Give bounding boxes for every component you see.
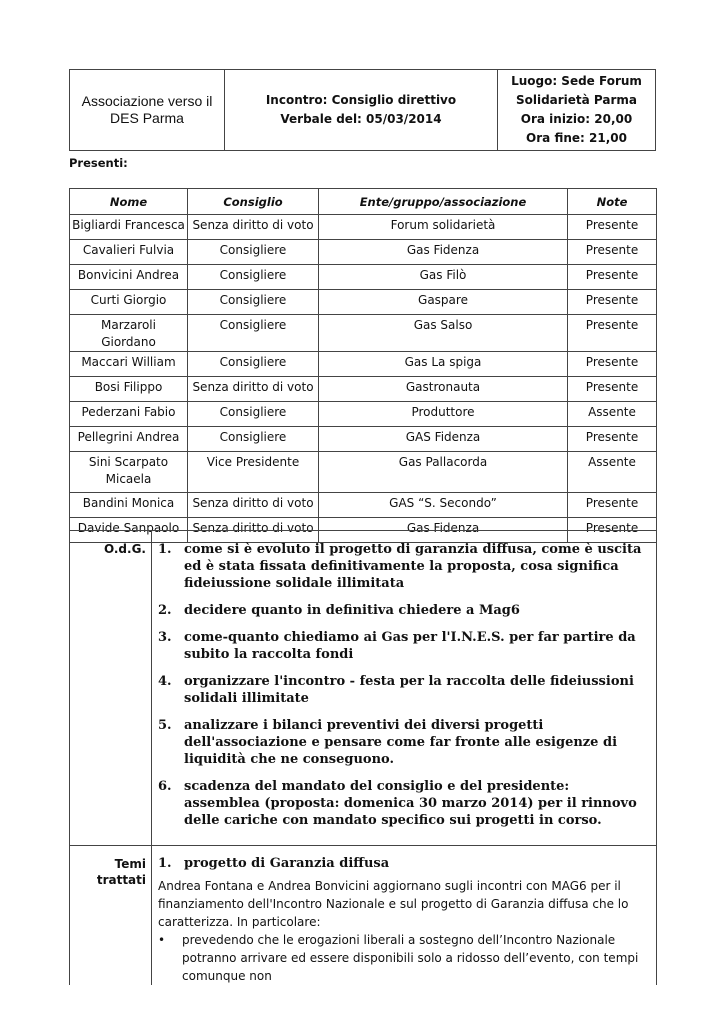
member-name: Bandini Monica — [70, 493, 188, 518]
member-name: Pederzani Fabio — [70, 402, 188, 427]
topics-label — [70, 846, 152, 986]
table-row — [70, 265, 657, 290]
member-group: Produttore — [319, 402, 568, 427]
member-group: Gas Filò — [319, 265, 568, 290]
list-item — [158, 673, 646, 707]
member-role: Senza diritto di voto — [188, 377, 319, 402]
place-time-cell — [498, 70, 656, 151]
member-note: Presente — [568, 215, 657, 240]
member-note: Presente — [568, 290, 657, 315]
place-line-2: Solidarietà Parma — [515, 93, 638, 107]
member-name: Bonvicini Andrea — [70, 265, 188, 290]
place-line-1: Luogo: Sede Forum — [511, 74, 642, 88]
topics-row — [70, 846, 657, 986]
member-group: Gas La spiga — [319, 352, 568, 377]
item-number: 5. — [158, 718, 172, 733]
member-name: Marzaroli Giordano — [70, 315, 188, 352]
table-row — [70, 402, 657, 427]
topic-title — [158, 856, 646, 871]
member-note: Assente — [568, 452, 657, 493]
attendance-table — [69, 188, 657, 543]
member-role: Consigliere — [188, 352, 319, 377]
item-text: scadenza del mandato del consiglio e del presidente: assemblea (proposta: domenica 30 marzo 2014) per il rinnovo delle cariche con mandato specifico sui progetti in corso. — [184, 779, 637, 828]
member-note: Assente — [568, 402, 657, 427]
member-name: Bigliardi Francesca — [70, 215, 188, 240]
member-role: Consigliere — [188, 427, 319, 452]
member-group: Gas Fidenza — [319, 518, 568, 543]
table-row — [70, 452, 657, 493]
member-role: Senza diritto di voto — [188, 215, 319, 240]
table-row — [70, 215, 657, 240]
member-role: Consigliere — [188, 402, 319, 427]
topics-content — [152, 846, 657, 986]
start-time: Ora inizio: 20,00 — [520, 112, 633, 126]
agenda-label — [70, 531, 152, 846]
list-item — [158, 602, 646, 619]
end-time: Ora fine: 21,00 — [526, 131, 627, 145]
item-text: organizzare l'incontro - festa per la raccolta delle fideiussioni solidali illimitate — [184, 674, 634, 706]
member-group: Gas Salso — [319, 315, 568, 352]
member-group: Gaspare — [319, 290, 568, 315]
column-header: Nome — [70, 189, 188, 215]
topic-number: 1. — [158, 856, 172, 871]
member-role: Vice Presidente — [188, 452, 319, 493]
member-name: Curti Giorgio — [70, 290, 188, 315]
agenda-label-text: O.d.G. — [103, 542, 146, 556]
agenda-table — [69, 530, 657, 985]
minutes-date: Verbale del: 05/03/2014 — [280, 112, 442, 126]
item-text: come-quanto chiediamo ai Gas per l'I.N.E.S. per far partire da subito la raccolta fondi — [184, 630, 636, 662]
table-row — [70, 240, 657, 265]
topic-paragraph: Andrea Fontana e Andrea Bonvicini aggiornano sugli incontri con MAG6 per il finanziamento dell'Incontro Nazionale e sul progetto di Garanzia diffusa che lo caratterizza. In particolare: — [158, 879, 629, 929]
bullet-item — [158, 931, 646, 985]
table-row — [70, 315, 657, 352]
member-name: Bosi Filippo — [70, 377, 188, 402]
member-group: Gastronauta — [319, 377, 568, 402]
member-note: Presente — [568, 265, 657, 290]
member-group: Gas Fidenza — [319, 240, 568, 265]
meeting-line: Incontro: Consiglio direttivo — [265, 93, 457, 107]
member-role: Consigliere — [188, 290, 319, 315]
member-name: Maccari William — [70, 352, 188, 377]
member-name: Pellegrini Andrea — [70, 427, 188, 452]
item-text: analizzare i bilanci preventivi dei diversi progetti dell'associazione e pensare come far fronte alle esigenze di liquidità che ne conseguono. — [184, 718, 618, 767]
meeting-cell — [225, 70, 498, 151]
member-name: Davide Sanpaolo — [70, 518, 188, 543]
topic-title-text: progetto di Garanzia diffusa — [184, 856, 390, 871]
list-item — [158, 629, 646, 663]
column-header: Ente/gruppo/associazione — [319, 189, 568, 215]
member-role: Senza diritto di voto — [188, 518, 319, 543]
bullet-text: prevedendo che le erogazioni liberali a sostegno dell’Incontro Nazionale potranno arrivare ed essere disponibili solo a ridosso dell’evento, con tempi comunque non — [182, 933, 639, 983]
member-note: Presente — [568, 427, 657, 452]
topics-label-line-1: Temi — [114, 857, 146, 871]
member-group: GAS Fidenza — [319, 427, 568, 452]
bullet-icon: • — [158, 933, 166, 947]
attendance-header-row — [70, 189, 657, 215]
member-name: Cavalieri Fulvia — [70, 240, 188, 265]
organization-cell — [70, 70, 225, 151]
member-group: Forum solidarietà — [319, 215, 568, 240]
member-role: Consigliere — [188, 315, 319, 352]
agenda-list — [158, 541, 646, 829]
item-number: 4. — [158, 674, 172, 689]
column-header: Consiglio — [188, 189, 319, 215]
member-role: Consigliere — [188, 240, 319, 265]
table-row — [70, 493, 657, 518]
table-row — [70, 290, 657, 315]
item-text: decidere quanto in definitiva chiedere a Mag6 — [184, 603, 520, 618]
list-item — [158, 541, 646, 592]
list-item — [158, 778, 646, 829]
item-number: 2. — [158, 603, 172, 618]
item-text: come si è evoluto il progetto di garanzia diffusa, come è uscita ed è stata fissata definitivamente la proposta, cosa significa fideiussione solidale illimitata — [184, 542, 642, 591]
list-item — [158, 717, 646, 768]
header-table — [69, 69, 656, 151]
table-row — [70, 427, 657, 452]
member-role: Consigliere — [188, 265, 319, 290]
item-number: 6. — [158, 779, 172, 794]
member-note: Presente — [568, 493, 657, 518]
member-role: Senza diritto di voto — [188, 493, 319, 518]
member-group: Gas Pallacorda — [319, 452, 568, 493]
agenda-content — [152, 531, 657, 846]
member-note: Presente — [568, 518, 657, 543]
member-name: Sini Scarpato Micaela — [70, 452, 188, 493]
item-number: 1. — [158, 542, 172, 557]
member-note: Presente — [568, 315, 657, 352]
organization-name: Associazione verso il DES Parma — [81, 93, 213, 126]
member-note: Presente — [568, 352, 657, 377]
agenda-row — [70, 531, 657, 846]
presenti-label: Presenti: — [69, 156, 128, 170]
table-row — [70, 352, 657, 377]
member-note: Presente — [568, 377, 657, 402]
column-header: Note — [568, 189, 657, 215]
topics-label-line-2: trattati — [96, 873, 146, 887]
table-row — [70, 377, 657, 402]
item-number: 3. — [158, 630, 172, 645]
member-note: Presente — [568, 240, 657, 265]
member-group: GAS “S. Secondo” — [319, 493, 568, 518]
